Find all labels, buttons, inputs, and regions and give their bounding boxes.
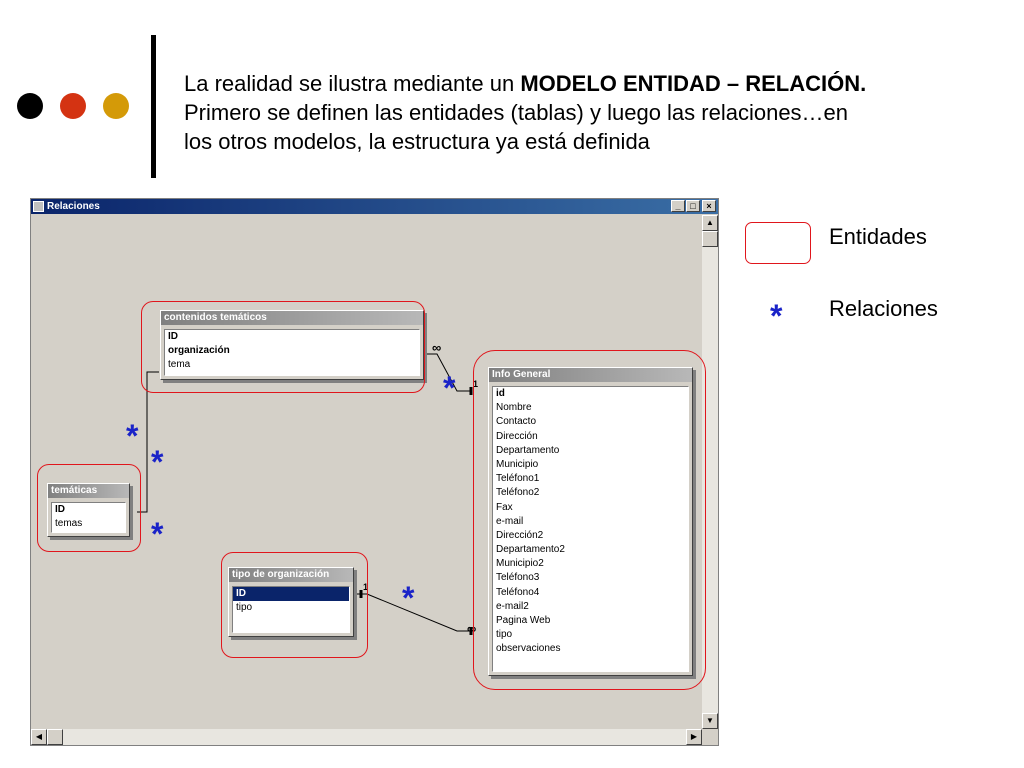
scroll-right-button[interactable]: ▶: [686, 729, 702, 745]
field-item[interactable]: Nombre: [496, 402, 532, 414]
close-button[interactable]: ×: [702, 200, 716, 212]
field-item[interactable]: Teléfono3: [496, 572, 540, 584]
horizontal-scrollbar[interactable]: [31, 729, 702, 745]
table-title[interactable]: tipo de organización: [229, 568, 353, 582]
table-title[interactable]: Info General: [489, 368, 692, 382]
bullet-dot-gold: [103, 93, 129, 119]
table-title[interactable]: temáticas: [48, 484, 129, 498]
relation-star: *: [151, 444, 164, 480]
field-item[interactable]: Dirección: [496, 430, 538, 442]
field-item[interactable]: e-mail: [496, 515, 524, 527]
text-line1-bold: MODELO ENTIDAD – RELACIÓN.: [520, 71, 867, 96]
vertical-scroll-thumb[interactable]: [702, 231, 718, 247]
field-item[interactable]: tema: [168, 359, 191, 371]
field-item[interactable]: id: [496, 388, 505, 399]
text-line1: La realidad se ilustra mediante un: [184, 71, 521, 96]
field-item[interactable]: organización: [168, 345, 230, 357]
window-titlebar[interactable]: [31, 199, 718, 214]
relation-star: *: [402, 580, 415, 616]
field-item[interactable]: Departamento: [496, 444, 560, 456]
field-item[interactable]: Contacto: [496, 416, 537, 428]
scroll-up-button[interactable]: ▲: [702, 215, 718, 231]
legend-entity-box: [745, 222, 811, 264]
field-item[interactable]: observaciones: [496, 643, 561, 655]
many-symbol-contenidos: ∞: [432, 340, 442, 355]
one-symbol-info: 1: [473, 379, 479, 389]
entity-highlight-contenidos: [141, 301, 425, 393]
field-item[interactable]: Teléfono4: [496, 586, 540, 598]
window-system-icon[interactable]: [33, 201, 44, 212]
field-item[interactable]: ID: [168, 331, 178, 342]
field-item[interactable]: Teléfono2: [496, 487, 540, 499]
scroll-corner: [702, 729, 718, 745]
field-item[interactable]: tipo: [236, 602, 253, 614]
many-symbol-info: ∞: [467, 621, 477, 636]
field-item[interactable]: ID: [55, 504, 65, 515]
slide-text: [184, 69, 1004, 156]
field-item[interactable]: Pagina Web: [496, 615, 551, 626]
bullet-dot-black: [17, 93, 43, 119]
horizontal-scroll-thumb[interactable]: [47, 729, 63, 745]
relation-star: *: [151, 516, 164, 552]
field-item-selected[interactable]: ID: [233, 587, 349, 601]
relation-star: *: [443, 370, 456, 406]
legend-entities-label: Entidades: [829, 224, 927, 249]
text-line2: Primero se definen las entidades (tablas) y luego las relaciones…en: [184, 100, 849, 125]
one-symbol-tipo: 1: [363, 582, 369, 592]
entity-highlight-tipo: [221, 552, 368, 658]
entity-highlight-info: [473, 350, 706, 690]
minimize-button[interactable]: _: [671, 200, 685, 212]
maximize-button[interactable]: □: [686, 200, 700, 212]
field-item[interactable]: temas: [55, 518, 83, 530]
field-item[interactable]: Departamento2: [496, 544, 565, 556]
field-item[interactable]: Municipio2: [496, 558, 544, 570]
field-item[interactable]: Fax: [496, 501, 513, 513]
legend-relation-star: *: [770, 298, 783, 334]
bullet-dot-red: [60, 93, 86, 119]
scroll-left-button[interactable]: ◀: [31, 729, 47, 745]
field-item[interactable]: e-mail2: [496, 600, 529, 612]
entity-highlight-tematicas: [37, 464, 141, 552]
window-title: Relaciones: [47, 201, 100, 212]
field-item[interactable]: tipo: [496, 629, 513, 641]
field-item[interactable]: Teléfono1: [496, 473, 540, 485]
scroll-down-button[interactable]: ▼: [702, 713, 718, 729]
divider-bar: [151, 35, 156, 178]
table-title[interactable]: contenidos temáticos: [161, 311, 423, 325]
field-item[interactable]: Dirección2: [496, 529, 544, 541]
legend-relations-label: Relaciones: [829, 296, 938, 321]
relation-star: *: [126, 418, 139, 454]
field-item[interactable]: Municipio: [496, 458, 539, 470]
text-line3: los otros modelos, la estructura ya está definida: [184, 129, 650, 154]
